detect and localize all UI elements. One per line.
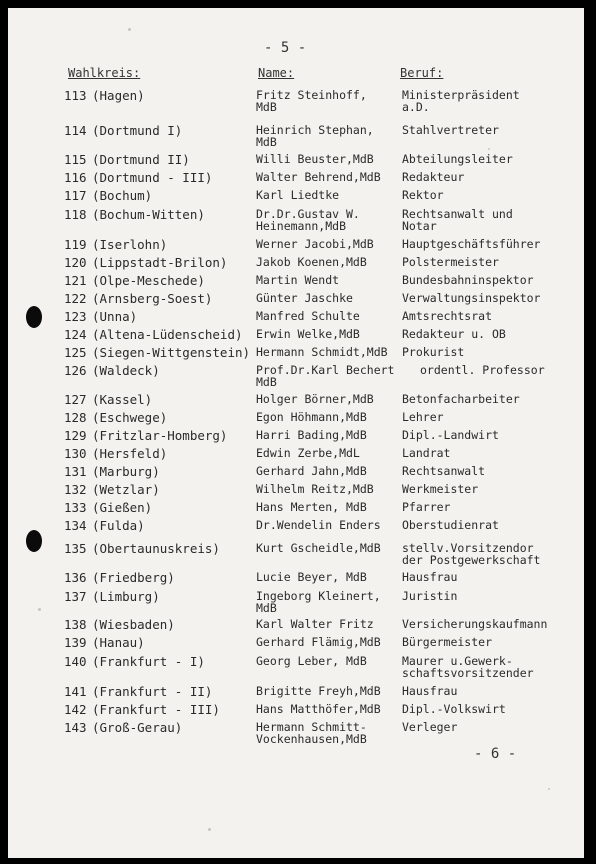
candidate-name bbox=[256, 656, 367, 668]
candidate-name bbox=[256, 619, 374, 631]
occupation-line: Ministerpräsident bbox=[402, 88, 520, 102]
occupation-line: Notar bbox=[402, 218, 437, 233]
district-name: (Bochum-Witten) bbox=[92, 207, 205, 222]
candidate-name bbox=[256, 125, 374, 148]
candidate-name-line: Jakob Koenen,MdB bbox=[256, 255, 367, 269]
occupation-line: Betonfacharbeiter bbox=[402, 392, 520, 406]
occupation-line: Maurer u.Gewerk- bbox=[402, 654, 513, 668]
candidate-name-line: Edwin Zerbe,MdL bbox=[256, 446, 360, 460]
district-number: 129 bbox=[64, 428, 87, 443]
candidate-name bbox=[256, 257, 367, 269]
header-name: Name: bbox=[258, 66, 295, 80]
district-number: 117 bbox=[64, 188, 87, 203]
header-district: Wahlkreis: bbox=[68, 66, 141, 80]
candidate-name bbox=[256, 394, 374, 406]
candidate-name bbox=[256, 311, 360, 323]
district-name: (Bochum) bbox=[92, 188, 153, 203]
candidate-name bbox=[256, 275, 339, 287]
candidate-occupation bbox=[402, 572, 457, 584]
candidate-name bbox=[256, 572, 367, 584]
district-name: (Eschwege) bbox=[92, 410, 168, 425]
occupation-line: Verwaltungsinspektor bbox=[402, 291, 541, 305]
district-number: 120 bbox=[64, 255, 87, 270]
occupation-line: Bürgermeister bbox=[402, 635, 493, 649]
district-name: (Marburg) bbox=[92, 464, 160, 479]
district-number: 138 bbox=[64, 617, 87, 632]
occupation-line: Rechtsanwalt bbox=[402, 464, 486, 478]
candidate-name-line: Holger Börner,MdB bbox=[256, 392, 374, 406]
candidate-name bbox=[256, 365, 394, 388]
candidate-name-line: MdB bbox=[256, 99, 277, 114]
candidate-name bbox=[256, 466, 367, 478]
occupation-line: Dipl.-Landwirt bbox=[402, 428, 499, 442]
candidate-occupation bbox=[402, 502, 450, 514]
candidate-occupation bbox=[402, 275, 534, 287]
district-number: 125 bbox=[64, 345, 87, 360]
district-name: (Siegen-Wittgenstein) bbox=[92, 345, 251, 360]
candidate-name bbox=[256, 502, 367, 514]
district-number: 133 bbox=[64, 500, 87, 515]
district-number: 134 bbox=[64, 518, 87, 533]
district-number: 119 bbox=[64, 237, 87, 252]
district-name: (Kassel) bbox=[92, 392, 153, 407]
candidate-name bbox=[256, 329, 360, 341]
candidate-name-line: Walter Behrend,MdB bbox=[256, 170, 381, 184]
candidate-occupation bbox=[402, 704, 506, 716]
district-name: (Friedberg) bbox=[92, 570, 175, 585]
page-number-bottom: - 6 - bbox=[474, 746, 517, 762]
candidate-occupation bbox=[402, 329, 506, 341]
district-name: (Iserlohn) bbox=[92, 237, 168, 252]
candidate-occupation bbox=[402, 154, 513, 166]
district-name: (Hagen) bbox=[92, 88, 145, 103]
candidate-name-line: Hans Matthöfer,MdB bbox=[256, 702, 381, 716]
district-name: (Groß-Gerau) bbox=[92, 720, 183, 735]
district-name: (Altena-Lüdenscheid) bbox=[92, 327, 243, 342]
district-name: (Frankfurt - III) bbox=[92, 702, 220, 717]
district-name: (Hanau) bbox=[92, 635, 145, 650]
candidate-name-line: Hermann Schmitt- bbox=[256, 720, 367, 734]
district-name: (Dortmund II) bbox=[92, 152, 190, 167]
candidate-name bbox=[256, 722, 367, 745]
header-occupation: Beruf: bbox=[400, 66, 444, 80]
district-number: 124 bbox=[64, 327, 87, 342]
candidate-occupation bbox=[402, 656, 534, 679]
candidate-name-line: Erwin Welke,MdB bbox=[256, 327, 360, 341]
district-name: (Hersfeld) bbox=[92, 446, 168, 461]
candidate-name-line: Dr.Wendelin Enders bbox=[256, 518, 381, 532]
candidate-occupation bbox=[402, 448, 450, 460]
candidate-occupation bbox=[402, 311, 492, 323]
candidate-name bbox=[256, 686, 381, 698]
candidate-name-line: Heinemann,MdB bbox=[256, 218, 347, 233]
candidate-name-line: Manfred Schulte bbox=[256, 309, 360, 323]
occupation-line: Juristin bbox=[402, 589, 458, 603]
candidate-occupation bbox=[402, 520, 499, 532]
candidate-occupation bbox=[402, 257, 499, 269]
occupation-line: Amtsrechtsrat bbox=[402, 309, 493, 323]
candidate-name-line: Georg Leber, MdB bbox=[256, 654, 367, 668]
district-name: (Obertaunuskreis) bbox=[92, 541, 220, 556]
district-name: (Unna) bbox=[92, 309, 138, 324]
district-name: (Wiesbaden) bbox=[92, 617, 175, 632]
document-page bbox=[8, 8, 584, 858]
candidate-name bbox=[256, 154, 374, 166]
occupation-line: Verleger bbox=[402, 720, 458, 734]
candidate-name-line: Vockenhausen,MdB bbox=[256, 731, 367, 746]
candidate-name bbox=[256, 704, 381, 716]
candidate-occupation bbox=[402, 190, 444, 202]
candidate-name bbox=[256, 637, 381, 649]
candidate-name-line: Ingeborg Kleinert, bbox=[256, 589, 381, 603]
candidate-name-line: Heinrich Stephan, bbox=[256, 123, 374, 137]
candidate-name-line: Gerhard Flämig,MdB bbox=[256, 635, 381, 649]
candidate-occupation bbox=[402, 347, 464, 359]
candidate-occupation bbox=[420, 365, 545, 377]
occupation-line: stellv.Vorsitzendor bbox=[402, 541, 534, 555]
district-number: 121 bbox=[64, 273, 87, 288]
occupation-line: Lehrer bbox=[402, 410, 444, 424]
district-number: 131 bbox=[64, 464, 87, 479]
candidate-name-line: Günter Jaschke bbox=[256, 291, 353, 305]
candidate-name-line: Fritz Steinhoff, bbox=[256, 88, 367, 102]
candidate-occupation bbox=[402, 619, 547, 631]
candidate-name-line: MdB bbox=[256, 134, 277, 149]
occupation-line: Rektor bbox=[402, 188, 444, 202]
occupation-line: Redakteur u. OB bbox=[402, 327, 506, 341]
candidate-name bbox=[256, 190, 339, 202]
candidate-name-line: Martin Wendt bbox=[256, 273, 340, 287]
district-name: (Wetzlar) bbox=[92, 482, 160, 497]
district-number: 126 bbox=[64, 363, 87, 378]
district-number: 122 bbox=[64, 291, 87, 306]
candidate-name bbox=[256, 172, 381, 184]
district-name: (Olpe-Meschede) bbox=[92, 273, 205, 288]
candidate-occupation bbox=[402, 637, 492, 649]
occupation-line: der Postgewerkschaft bbox=[402, 552, 541, 567]
candidate-name-line: Lucie Beyer, MdB bbox=[256, 570, 367, 584]
district-name: (Arnsberg-Soest) bbox=[92, 291, 213, 306]
candidate-occupation bbox=[402, 686, 457, 698]
candidate-name-line: Willi Beuster,MdB bbox=[256, 152, 374, 166]
candidate-name bbox=[256, 239, 374, 251]
punch-hole-top bbox=[26, 306, 42, 328]
candidate-name-line: Hermann Schmidt,MdB bbox=[256, 345, 388, 359]
district-number: 136 bbox=[64, 570, 87, 585]
candidate-occupation bbox=[402, 209, 513, 232]
district-number: 128 bbox=[64, 410, 87, 425]
candidate-occupation bbox=[402, 394, 520, 406]
district-name: (Fritzlar-Homberg) bbox=[92, 428, 228, 443]
occupation-line: Pfarrer bbox=[402, 500, 451, 514]
occupation-line: Prokurist bbox=[402, 345, 465, 359]
occupation-line: Werkmeister bbox=[402, 482, 479, 496]
candidate-occupation bbox=[402, 466, 485, 478]
district-number: 116 bbox=[64, 170, 87, 185]
candidate-name-line: Karl Walter Fritz bbox=[256, 617, 374, 631]
occupation-line: schaftsvorsitzender bbox=[402, 665, 534, 680]
candidate-name-line: Dr.Dr.Gustav W. bbox=[256, 207, 360, 221]
occupation-line: Bundesbahninspektor bbox=[402, 273, 534, 287]
candidate-name bbox=[256, 520, 381, 532]
candidate-name-line: Karl Liedtke bbox=[256, 188, 340, 202]
district-name: (Dortmund I) bbox=[92, 123, 183, 138]
candidate-name bbox=[256, 448, 360, 460]
occupation-line: Versicherungskaufmann bbox=[402, 617, 548, 631]
page-number-top: - 5 - bbox=[264, 40, 307, 56]
punch-hole-bottom bbox=[26, 530, 42, 552]
occupation-line: Landrat bbox=[402, 446, 451, 460]
candidate-occupation bbox=[402, 543, 540, 566]
district-name: (Limburg) bbox=[92, 589, 160, 604]
candidate-name bbox=[256, 90, 367, 113]
district-number: 113 bbox=[64, 88, 87, 103]
district-number: 127 bbox=[64, 392, 87, 407]
candidate-name-line: Gerhard Jahn,MdB bbox=[256, 464, 367, 478]
candidate-occupation bbox=[402, 239, 540, 251]
candidate-occupation bbox=[402, 484, 478, 496]
district-name: (Frankfurt - I) bbox=[92, 654, 205, 669]
candidate-name bbox=[256, 412, 367, 424]
candidate-name-line: MdB bbox=[256, 600, 277, 615]
occupation-line: Polstermeister bbox=[402, 255, 499, 269]
occupation-line: Oberstudienrat bbox=[402, 518, 499, 532]
candidate-name-line: Werner Jacobi,MdB bbox=[256, 237, 374, 251]
district-name: (Waldeck) bbox=[92, 363, 160, 378]
occupation-line: Hausfrau bbox=[402, 684, 458, 698]
candidate-occupation bbox=[402, 430, 499, 442]
candidate-name bbox=[256, 293, 353, 305]
district-name: (Lippstadt-Brilon) bbox=[92, 255, 228, 270]
district-number: 141 bbox=[64, 684, 87, 699]
candidate-occupation bbox=[402, 293, 540, 305]
candidate-occupation bbox=[402, 591, 457, 603]
candidate-name-line: MdB bbox=[256, 374, 277, 389]
candidate-occupation bbox=[402, 722, 457, 734]
district-number: 135 bbox=[64, 541, 87, 556]
candidate-name bbox=[256, 347, 388, 359]
district-number: 118 bbox=[64, 207, 87, 222]
district-number: 140 bbox=[64, 654, 87, 669]
district-name: (Gießen) bbox=[92, 500, 153, 515]
occupation-line: ordentl. Professor bbox=[420, 363, 545, 377]
occupation-line: Hausfrau bbox=[402, 570, 458, 584]
occupation-line: a.D. bbox=[402, 99, 430, 114]
district-name: (Frankfurt - II) bbox=[92, 684, 213, 699]
district-number: 130 bbox=[64, 446, 87, 461]
district-number: 137 bbox=[64, 589, 87, 604]
candidate-name bbox=[256, 591, 381, 614]
district-number: 139 bbox=[64, 635, 87, 650]
district-number: 123 bbox=[64, 309, 87, 324]
candidate-name-line: Kurt Gscheidle,MdB bbox=[256, 541, 381, 555]
candidate-name bbox=[256, 209, 360, 232]
district-name: (Fulda) bbox=[92, 518, 145, 533]
candidate-occupation bbox=[402, 125, 499, 137]
district-number: 143 bbox=[64, 720, 87, 735]
candidate-name-line: Prof.Dr.Karl Bechert bbox=[256, 363, 395, 377]
candidate-occupation bbox=[402, 412, 444, 424]
candidate-occupation bbox=[402, 172, 464, 184]
occupation-line: Abteilungsleiter bbox=[402, 152, 513, 166]
district-number: 115 bbox=[64, 152, 87, 167]
district-number: 132 bbox=[64, 482, 87, 497]
candidate-name-line: Brigitte Freyh,MdB bbox=[256, 684, 381, 698]
candidate-name-line: Harri Bading,MdB bbox=[256, 428, 367, 442]
candidate-name bbox=[256, 484, 374, 496]
district-number: 114 bbox=[64, 123, 87, 138]
district-number: 142 bbox=[64, 702, 87, 717]
occupation-line: Stahlvertreter bbox=[402, 123, 499, 137]
occupation-line: Redakteur bbox=[402, 170, 465, 184]
candidate-name bbox=[256, 543, 381, 555]
candidate-name-line: Hans Merten, MdB bbox=[256, 500, 367, 514]
occupation-line: Hauptgeschäftsführer bbox=[402, 237, 541, 251]
candidate-name-line: Egon Höhmann,MdB bbox=[256, 410, 367, 424]
occupation-line: Rechtsanwalt und bbox=[402, 207, 513, 221]
candidate-occupation bbox=[402, 90, 520, 113]
district-name: (Dortmund - III) bbox=[92, 170, 213, 185]
candidate-name-line: Wilhelm Reitz,MdB bbox=[256, 482, 374, 496]
occupation-line: Dipl.-Volkswirt bbox=[402, 702, 506, 716]
candidate-name bbox=[256, 430, 367, 442]
